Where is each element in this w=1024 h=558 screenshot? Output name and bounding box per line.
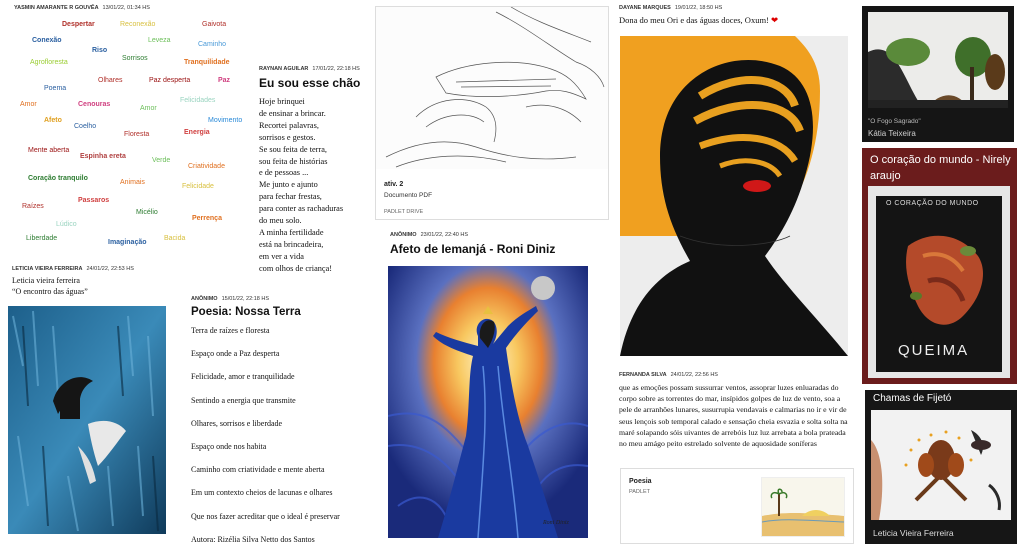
poem-line: para fechar frestas,	[259, 192, 322, 202]
word-cloud-word: Perrença	[192, 215, 222, 222]
poem-line: Recortei palavras,	[259, 120, 319, 130]
poesia-link-card[interactable]	[620, 468, 854, 544]
post-title: Afeto de Iemanjá - Roni Diniz	[390, 242, 556, 256]
pdf-title: ativ. 2	[384, 181, 404, 188]
post-author: ANÔNIMO	[191, 296, 218, 302]
word-cloud-word: Movimento	[208, 117, 243, 124]
word-cloud-word: Tranquilidade	[184, 59, 230, 66]
word-cloud-word: Poema	[44, 85, 67, 92]
poem-line: em ver a vida	[259, 251, 304, 261]
word-cloud-word: Conexão	[32, 37, 62, 44]
pdf-source: PADLET DRIVE	[384, 209, 424, 215]
post-meta	[191, 296, 269, 302]
post-date: 13/01/22, 01:34 HS	[102, 5, 150, 11]
word-cloud-word: Felicidades	[180, 97, 216, 104]
post-body: Dona do meu Ori e das águas doces, Oxum!	[619, 15, 769, 25]
whale-sketch	[376, 7, 608, 169]
poem-line: Espaço onde nos habita	[191, 441, 267, 451]
post-date: 17/01/22, 22:18 HS	[312, 66, 360, 72]
poem-line: do meu solo.	[259, 216, 302, 226]
word-cloud-word: Olhares	[98, 77, 123, 84]
post-author: RAYNAN AGUILAR	[259, 66, 309, 72]
word-cloud-word: Coelho	[74, 123, 97, 130]
fogo-sagrado-image	[868, 12, 1008, 108]
link-thumbnail	[761, 477, 845, 537]
post-title: Eu sou esse chão	[259, 76, 361, 90]
poem-line: para conter as rachaduras	[259, 204, 344, 214]
poem-line: de ensinar a brincar.	[259, 108, 326, 118]
word-cloud-word: Lúdico	[56, 221, 77, 228]
chamas-card[interactable]	[865, 390, 1017, 544]
post-date: 24/01/22, 22:56 HS	[670, 372, 718, 378]
post-name: Leticia vieira ferreira	[12, 276, 80, 285]
word-cloud-word: Mente aberta	[28, 147, 70, 154]
word-cloud-word: Amor	[20, 101, 37, 108]
word-cloud-word: Felicidade	[182, 183, 214, 190]
poem-line: Caminho com criatividade e mente aberta	[191, 465, 325, 475]
word-cloud-word: Reconexão	[120, 21, 156, 28]
coracao-do-mundo-card[interactable]	[862, 148, 1017, 384]
post-body: que as emoções possam sussurrar ventos, assoprar luzes enluaradas do corpo sobre as torrentes do mar, insípidos golpes de luz de vento, soa a pele de arranhões lunares, susurrupia vendavais e calmarias no ir e vir de seus lençois sob temporal calado e sensação cheia esvazia e solta solta na maré solapando sóis uivantes de arrebóis luz luz arrebata a bola prateada no meu amágo peito estrelado solvente de aquosidade soníferas	[619, 383, 848, 449]
poem-line: Sentindo a energia que transmite	[191, 395, 296, 405]
thumbnail-graphic	[762, 478, 844, 536]
word-cloud-word: Agrofloresta	[30, 59, 68, 66]
link-title: Poesia	[629, 478, 652, 485]
post-title: O coração do mundo - Nirely araujo	[870, 154, 1011, 182]
poem-body	[259, 96, 371, 275]
post-title: Chamas de Fijetó	[873, 393, 952, 404]
post-meta	[619, 5, 722, 11]
painting-graphic	[388, 266, 588, 538]
poem-line: Felicidade, amor e tranquilidade	[191, 372, 295, 382]
link-source: PADLET	[629, 489, 650, 495]
post-date: 15/01/22, 22:18 HS	[221, 296, 269, 302]
post-author: ANÔNIMO	[390, 232, 417, 238]
post-title: “O encontro das águas”	[12, 287, 88, 296]
post-author: DAYANE MARQUES	[619, 5, 671, 11]
painting-signature: Roni Diniz	[543, 520, 569, 526]
art-text-top: O CORAÇÃO DO MUNDO	[886, 200, 979, 207]
word-cloud-word: Liberdade	[26, 235, 58, 242]
word-cloud-word: Gaivota	[202, 21, 227, 28]
word-cloud-word: Caminho	[198, 41, 227, 48]
poem-line: A minha fertilidade	[259, 227, 324, 237]
post-date: 19/01/22, 18:50 HS	[674, 5, 723, 11]
collage-graphic	[871, 410, 1011, 520]
iemanja-painting[interactable]	[388, 266, 588, 538]
caption: "O Fogo Sagrado"	[868, 118, 921, 125]
poem-line: Me junto e ajunto	[259, 180, 318, 190]
post-title: Poesia: Nossa Terra	[191, 306, 301, 318]
post-author: FERNANDA SILVA	[619, 372, 667, 378]
word-cloud-word: Floresta	[124, 131, 150, 138]
word-cloud-word: Afeto	[44, 117, 62, 124]
word-cloud-word: Bacida	[164, 235, 186, 242]
author-name: Kátia Teixeira	[868, 129, 916, 138]
post-text	[619, 15, 778, 26]
poem-line: Autora: Rizélia Silva Netto dos Santos	[191, 534, 315, 544]
art-text-bottom: QUEIMA	[898, 342, 970, 359]
post-meta	[14, 5, 150, 11]
fogo-sagrado-card[interactable]	[862, 6, 1014, 142]
pdf-type: Documento PDF	[384, 192, 433, 199]
encontro-painting[interactable]	[8, 306, 166, 534]
word-cloud-word: Leveza	[148, 37, 171, 44]
word-cloud-word: Imaginação	[108, 239, 147, 246]
painting-graphic	[8, 306, 166, 534]
post-meta	[259, 66, 360, 72]
post-date: 24/01/22, 22:53 HS	[86, 266, 134, 272]
word-cloud-word: Energia	[184, 129, 210, 136]
poem-line: e de pessoas ...	[259, 168, 309, 178]
word-cloud-word: Raízes	[22, 203, 44, 210]
author-name: Leticia Vieira Ferreira	[873, 528, 954, 538]
coracao-image	[868, 186, 1010, 378]
post-meta	[12, 266, 134, 272]
word-cloud-word: Criatividade	[188, 163, 225, 170]
painting-graphic	[620, 36, 848, 356]
chamas-image	[871, 410, 1011, 520]
poem-line: com olhos de criança!	[259, 263, 333, 273]
poem-line: Espaço onde a Paz desperta	[191, 349, 280, 359]
poem-line: está na brincadeira,	[259, 239, 324, 249]
word-cloud-word: Verde	[152, 157, 171, 164]
pdf-attachment-card[interactable]	[375, 6, 609, 220]
poem-line: Olhares, sorrisos e liberdade	[191, 418, 283, 428]
word-cloud-word: Micélio	[136, 209, 158, 216]
post-meta	[619, 372, 718, 378]
word-cloud-word: Riso	[92, 47, 108, 54]
word-cloud-word: Paz desperta	[149, 77, 191, 84]
word-cloud-word: Coração tranquilo	[28, 175, 88, 182]
poem-line: sou feita de histórias	[259, 156, 328, 166]
word-cloud-word: Espinha ereta	[80, 153, 126, 160]
word-cloud-word: Animais	[120, 179, 145, 186]
word-cloud-word: Cenouras	[78, 101, 111, 108]
pdf-preview	[376, 7, 608, 169]
word-cloud-word: Amor	[140, 105, 157, 112]
poem-body	[191, 326, 371, 558]
collage-graphic	[868, 12, 1008, 108]
word-cloud-word: Sorrisos	[122, 55, 148, 62]
post-meta	[390, 232, 468, 238]
word-cloud-word: Paz	[218, 77, 231, 84]
poem-line: Hoje brinquei	[259, 97, 305, 106]
post-date: 23/01/22, 22:40 HS	[420, 232, 468, 238]
poem-line: Se sou feita de terra,	[259, 144, 327, 154]
post-author: YASMIN AMARANTE R GOUVÊA	[14, 5, 99, 11]
heart-icon: ❤	[771, 15, 779, 25]
poem-line: Que nos fazer acreditar que o ideal é preservar	[191, 511, 340, 521]
post-author: LETICIA VIEIRA FERREIRA	[12, 266, 83, 272]
word-cloud-word: Despertar	[62, 21, 95, 28]
poem-line: Em um contexto cheios de lacunas e olhares	[191, 488, 333, 498]
poem-line: sorrisos e gestos.	[259, 132, 316, 142]
oxum-painting[interactable]	[620, 36, 848, 356]
word-cloud-image[interactable]	[14, 13, 248, 253]
poem-line: Terra de raízes e floresta	[191, 326, 270, 335]
word-cloud-word: Passaros	[78, 197, 110, 204]
